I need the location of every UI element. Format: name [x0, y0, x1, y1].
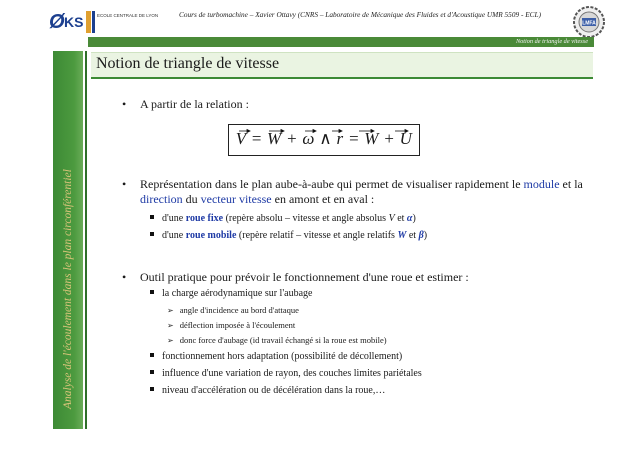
- chapter-sidebar: [53, 51, 83, 429]
- subsub-item: ➢ angle d'incidence au bord d'attaque: [167, 305, 299, 315]
- svg-text:ECOLE CENTRALE DE LYON: ECOLE CENTRALE DE LYON: [97, 13, 159, 18]
- sub-bullet-roue-fixe: d'une roue fixe (repère absolu – vitesse et angle absolus V et α): [150, 213, 416, 225]
- lab-logo-right: [571, 5, 607, 39]
- highlight-direction: direction: [140, 191, 183, 206]
- course-header: Cours de turbomachine – Xavier Ottavy (CNRS – Laboratoire de Mécanique des Fluides et d'Acoustique UMR 5509 - ECL): [178, 10, 542, 19]
- square-bullet-icon: [150, 290, 154, 294]
- sub-bullet-roue-mobile: d'une roue mobile (repère relatif – vitesse et angle relatifs W et β): [150, 230, 427, 242]
- sub-bullet-variation-rayon: influence d'une variation de rayon, des couches limites pariétales: [150, 368, 422, 380]
- sub-bullet-hors-adaptation: fonctionnement hors adaptation (possibilité de décollement): [150, 351, 402, 363]
- square-bullet-icon: [150, 232, 154, 236]
- header-bar-title: Notion de triangle de vitesse: [515, 38, 588, 45]
- square-bullet-icon: [150, 370, 154, 374]
- sub-bullet-charge: la charge aérodynamique sur l'aubage: [150, 288, 312, 300]
- square-bullet-icon: [150, 215, 154, 219]
- arrow-bullet-icon: ➢: [167, 321, 174, 330]
- bullet-icon: •: [122, 270, 127, 284]
- subsub-item: ➢ donc force d'aubage (id travail échangé si la roue est mobile): [167, 335, 387, 345]
- bullet-icon: •: [122, 97, 127, 111]
- institution-logo-left: [48, 5, 159, 39]
- svg-text:LMFA: LMFA: [582, 20, 596, 27]
- formula-box: [228, 124, 420, 156]
- square-bullet-icon: [150, 387, 154, 391]
- header-bar: [88, 37, 594, 47]
- sub-bullet-acceleration: niveau d'accélération ou de décélération dans la roue,…: [150, 385, 385, 397]
- svg-text:KS: KS: [64, 14, 84, 30]
- highlight-vecteur-vitesse: vecteur vitesse: [200, 191, 272, 206]
- arrow-bullet-icon: ➢: [167, 306, 174, 315]
- slide-title-box: [91, 52, 593, 79]
- square-bullet-icon: [150, 353, 154, 357]
- chapter-title-vertical: Analyse de l'écoulement dans le plan circonférentiel: [62, 169, 74, 409]
- bullet-icon: •: [122, 177, 127, 191]
- svg-text:Ø: Ø: [49, 11, 65, 33]
- sidebar-divider: [85, 51, 87, 429]
- highlight-module: module: [523, 177, 560, 191]
- velocity-relation-formula: V = W + ω ∧ r = W + U: [235, 129, 413, 148]
- slide-title: Notion de triangle de vitesse: [96, 55, 280, 72]
- subsub-item: ➢ déflection imposée à l'écoulement: [167, 320, 296, 330]
- arrow-bullet-icon: ➢: [167, 336, 174, 345]
